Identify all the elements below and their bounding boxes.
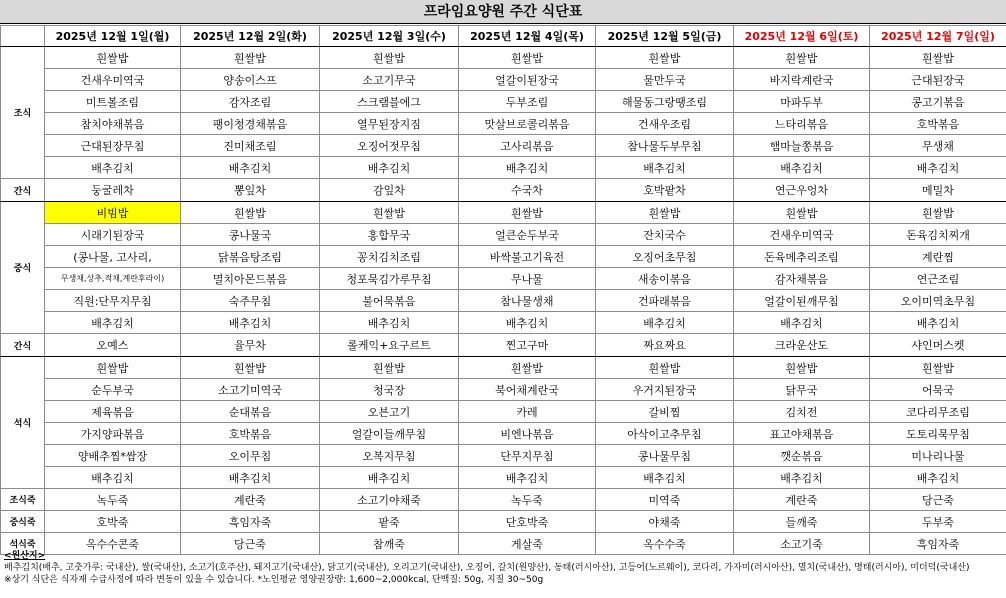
menu-item: 열무된장지짐 (320, 113, 459, 135)
snack-item: 짜요짜요 (596, 334, 734, 357)
menu-item: 얼갈이들깨무침 (320, 423, 459, 445)
menu-item: 숙주무침 (181, 290, 320, 312)
menu-item: 배추김치 (320, 312, 459, 334)
snack-item: 샤인머스켓 (870, 334, 1006, 357)
menu-item: 느타리볶음 (734, 113, 870, 135)
menu-item: 닭볶음탕조림 (181, 246, 320, 268)
menu-item: 코다리무조림 (870, 401, 1006, 423)
menu-item: 콩고기볶음 (870, 91, 1006, 113)
breakfast-row (1, 157, 1006, 179)
menu-item: 맛살브로콜리볶음 (459, 113, 596, 135)
menu-item: 무나물 (459, 268, 596, 290)
menu-item: 무생채,상추,적채,계란후라이) (45, 268, 181, 290)
menu-item: 청포묵김가루무침 (320, 268, 459, 290)
menu-item: 오븐고기 (320, 401, 459, 423)
menu-item: 갈비찜 (596, 401, 734, 423)
menu-item: 흰쌀밥 (596, 47, 734, 69)
menu-item: 배추김치 (596, 312, 734, 334)
porridge-item: 녹두죽 (459, 489, 596, 511)
menu-item: 배추김치 (181, 312, 320, 334)
menu-item: 닭무국 (734, 379, 870, 401)
menu-item: 아삭이고추무침 (596, 423, 734, 445)
menu-item: 흰쌀밥 (596, 202, 734, 224)
menu-item: 미트볼조림 (45, 91, 181, 113)
origin-text: 배추김치(배추, 고춧가루: 국내산), 쌀(국내산), 소고기(호주산), 돼지고기(국내산), 닭고기(국내산), 오리고기(국내산), 오징어, 갈치(원양산), 동태(러시아산), 고등어(노르웨이), 코다리, 가자미(러시아산), 멸치(국내산), 명태(러시아), 미더덕(국내산) (4, 563, 970, 573)
breakfast-row (1, 47, 1006, 69)
breakfast-label: 조식 (1, 47, 45, 179)
menu-item: 진미채조림 (181, 135, 320, 157)
lunch-row (1, 268, 1006, 290)
menu-item: 오징어젓무침 (320, 135, 459, 157)
porridge-item: 미역죽 (596, 489, 734, 511)
menu-item: 흰쌀밥 (320, 202, 459, 224)
menu-item: 오이미역초무침 (870, 290, 1006, 312)
menu-item: 건새우미역국 (45, 69, 181, 91)
porridge-item: 당근죽 (870, 489, 1006, 511)
menu-item: 참나물생채 (459, 290, 596, 312)
menu-item: 건새우미역국 (734, 224, 870, 246)
menu-item: 새송이볶음 (596, 268, 734, 290)
menu-item: 흰쌀밥 (734, 47, 870, 69)
lunch-row (1, 202, 1006, 224)
menu-item: 흰쌀밥 (320, 47, 459, 69)
menu-item: 계란찜 (870, 246, 1006, 268)
menu-item: 소고기미역국 (181, 379, 320, 401)
day-header: 2025년 12월 1일(월) (45, 26, 181, 47)
porridge-label: 석식죽 (1, 533, 45, 555)
snack-row (1, 179, 1006, 202)
dinner-row (1, 467, 1006, 489)
lunch-row (1, 312, 1006, 334)
day-header-row (1, 26, 1006, 47)
menu-item: 가지양파볶음 (45, 423, 181, 445)
page-title: 프라임요양원 주간 식단표 (0, 0, 1006, 24)
menu-item: 배추김치 (870, 157, 1006, 179)
menu-item: 건파래볶음 (596, 290, 734, 312)
menu-item: 도토리묵무침 (870, 423, 1006, 445)
menu-item: 배추김치 (320, 157, 459, 179)
menu-item: 흰쌀밥 (870, 202, 1006, 224)
menu-item: 콩나물국 (181, 224, 320, 246)
lunch-label: 중식 (1, 202, 45, 334)
porridge-item: 계란죽 (181, 489, 320, 511)
day-header: 2025년 12월 4일(목) (459, 26, 596, 47)
menu-item: 배추김치 (596, 467, 734, 489)
menu-item: 멸치아몬드볶음 (181, 268, 320, 290)
lunch-row (1, 290, 1006, 312)
porridge-item: 흑임자죽 (181, 511, 320, 533)
porridge-item: 소고기야채죽 (320, 489, 459, 511)
breakfast-row (1, 135, 1006, 157)
dinner-row (1, 401, 1006, 423)
menu-item: 김치전 (734, 401, 870, 423)
menu-item: 돈육김치찌개 (870, 224, 1006, 246)
breakfast-row (1, 91, 1006, 113)
porridge-item: 두부죽 (870, 511, 1006, 533)
menu-item: 호박볶음 (181, 423, 320, 445)
menu-item: 배추김치 (734, 312, 870, 334)
porridge-row (1, 489, 1006, 511)
porridge-label: 중식죽 (1, 511, 45, 533)
lunch-row (1, 246, 1006, 268)
menu-item: 얼큰순두부국 (459, 224, 596, 246)
menu-item: 돈육메추리조림 (734, 246, 870, 268)
porridge-item: 단호박죽 (459, 511, 596, 533)
menu-item: 제육볶음 (45, 401, 181, 423)
menu-item: 깻순볶음 (734, 445, 870, 467)
menu-item: 미나리나물 (870, 445, 1006, 467)
menu-item: 콩나물무침 (596, 445, 734, 467)
menu-item: 단무지무침 (459, 445, 596, 467)
menu-item: 어묵국 (870, 379, 1006, 401)
menu-item: 팽이청경채볶음 (181, 113, 320, 135)
menu-item: 북어채계란국 (459, 379, 596, 401)
menu-item: 표고야채볶음 (734, 423, 870, 445)
menu-item: 무생채 (870, 135, 1006, 157)
menu-item: 배추김치 (734, 157, 870, 179)
origin-heading: <원산지> (4, 551, 46, 561)
menu-item: 흰쌀밥 (45, 47, 181, 69)
menu-item: 직원:단무지무침 (45, 290, 181, 312)
breakfast-row (1, 69, 1006, 91)
porridge-item: 옥수수죽 (596, 533, 734, 555)
snack-row (1, 334, 1006, 357)
snack-item: 메밀차 (870, 179, 1006, 202)
porridge-item: 호박죽 (45, 511, 181, 533)
menu-item: 배추김치 (459, 312, 596, 334)
menu-item: 배추김치 (459, 157, 596, 179)
snack-item: 감잎차 (320, 179, 459, 202)
porridge-row (1, 511, 1006, 533)
menu-item: 얼갈이된장국 (459, 69, 596, 91)
menu-item: 흰쌀밥 (734, 202, 870, 224)
menu-item: 호박볶음 (870, 113, 1006, 135)
dinner-row (1, 445, 1006, 467)
porridge-item: 소고기죽 (734, 533, 870, 555)
menu-item: 시래기된장국 (45, 224, 181, 246)
menu-item: 근대된장국 (870, 69, 1006, 91)
menu-item: 오이무침 (181, 445, 320, 467)
menu-item: 두부조림 (459, 91, 596, 113)
menu-item: 흰쌀밥 (596, 357, 734, 379)
menu-item: 건새우조림 (596, 113, 734, 135)
lunch-row (1, 224, 1006, 246)
dinner-row (1, 357, 1006, 379)
menu-item: 비엔나볶음 (459, 423, 596, 445)
day-header: 2025년 12월 3일(수) (320, 26, 459, 47)
menu-item: 흰쌀밥 (45, 357, 181, 379)
day-header-weekend: 2025년 12월 7일(일) (870, 26, 1006, 47)
menu-item: 순두부국 (45, 379, 181, 401)
menu-item: 고사리볶음 (459, 135, 596, 157)
menu-item: 배추김치 (181, 157, 320, 179)
menu-item: 참치야채볶음 (45, 113, 181, 135)
menu-item: 홍합무국 (320, 224, 459, 246)
porridge-item: 당근죽 (181, 533, 320, 555)
menu-item: 흰쌀밥 (320, 357, 459, 379)
day-header: 2025년 12월 2일(화) (181, 26, 320, 47)
snack-item: 크라운산도 (734, 334, 870, 357)
menu-item: 흰쌀밥 (181, 202, 320, 224)
snack-item: 뽕잎차 (181, 179, 320, 202)
porridge-item: 팥죽 (320, 511, 459, 533)
menu-item: 오징어초무침 (596, 246, 734, 268)
dinner-row (1, 379, 1006, 401)
snack-item: 호박팥차 (596, 179, 734, 202)
menu-item: 감자채볶음 (734, 268, 870, 290)
menu-item: 잔치국수 (596, 224, 734, 246)
menu-item: (콩나물, 고사리, (45, 246, 181, 268)
snack-item: 수국차 (459, 179, 596, 202)
menu-item: 배추김치 (45, 467, 181, 489)
menu-item: 배추김치 (320, 467, 459, 489)
snack-item: 롤케익+요구르트 (320, 334, 459, 357)
day-header-weekend: 2025년 12월 6일(토) (734, 26, 870, 47)
porridge-item: 야채죽 (596, 511, 734, 533)
menu-item: 비빔밥 (45, 202, 181, 224)
porridge-item: 흑임자죽 (870, 533, 1006, 555)
menu-item: 근대된장무침 (45, 135, 181, 157)
menu-item: 흰쌀밥 (459, 47, 596, 69)
menu-item: 바지락계란국 (734, 69, 870, 91)
menu-item: 배추김치 (181, 467, 320, 489)
footer-note: ※상기 식단은 식자재 수급사정에 따라 변동이 있을 수 있습니다. *노인평균 영양권장량: 1,600~2,000kcal, 단백질: 50g, 지질 30~50g (4, 575, 544, 585)
menu-item: 흰쌀밥 (181, 47, 320, 69)
menu-item: 배추김치 (870, 467, 1006, 489)
menu-item: 꽁치김치조림 (320, 246, 459, 268)
day-header: 2025년 12월 5일(금) (596, 26, 734, 47)
menu-item: 카레 (459, 401, 596, 423)
menu-item: 참나물두부무침 (596, 135, 734, 157)
menu-item: 물만두국 (596, 69, 734, 91)
porridge-item: 들깨죽 (734, 511, 870, 533)
menu-body (1, 47, 1006, 555)
porridge-label: 조식죽 (1, 489, 45, 511)
menu-item: 바싹불고기육전 (459, 246, 596, 268)
menu-item: 흰쌀밥 (459, 357, 596, 379)
menu-item: 얼갈이된깨무침 (734, 290, 870, 312)
snack-item: 연근우엉차 (734, 179, 870, 202)
porridge-item: 게살죽 (459, 533, 596, 555)
menu-item: 흰쌀밥 (459, 202, 596, 224)
menu-item: 배추김치 (734, 467, 870, 489)
menu-item: 배추김치 (45, 157, 181, 179)
menu-item: 흰쌀밥 (870, 47, 1006, 69)
snack-label: 간식 (1, 179, 45, 202)
menu-item: 배추김치 (459, 467, 596, 489)
snack-item: 둥굴레차 (45, 179, 181, 202)
menu-item: 흰쌀밥 (870, 357, 1006, 379)
snack-item: 율무차 (181, 334, 320, 357)
porridge-item: 계란죽 (734, 489, 870, 511)
menu-item: 마파두부 (734, 91, 870, 113)
dinner-row (1, 423, 1006, 445)
menu-item: 스크램블에그 (320, 91, 459, 113)
menu-item: 연근조림 (870, 268, 1006, 290)
notes (4, 550, 1004, 586)
menu-item: 순대볶음 (181, 401, 320, 423)
menu-item: 소고기무국 (320, 69, 459, 91)
porridge-item: 옥수수콘죽 (45, 533, 181, 555)
menu-item: 배추김치 (870, 312, 1006, 334)
menu-item: 감자조림 (181, 91, 320, 113)
corner-cell (1, 26, 45, 47)
porridge-item: 참깨죽 (320, 533, 459, 555)
snack-item: 찐고구마 (459, 334, 596, 357)
weekly-menu-table (0, 25, 1006, 555)
menu-item: 양배추찜*쌈장 (45, 445, 181, 467)
snack-item: 오예스 (45, 334, 181, 357)
porridge-item: 녹두죽 (45, 489, 181, 511)
menu-item: 우거지된장국 (596, 379, 734, 401)
snack-label: 간식 (1, 334, 45, 357)
menu-item: 흰쌀밥 (181, 357, 320, 379)
menu-item: 햄마늘쫑볶음 (734, 135, 870, 157)
menu-item: 청국장 (320, 379, 459, 401)
breakfast-row (1, 113, 1006, 135)
dinner-label: 석식 (1, 357, 45, 489)
menu-item: 배추김치 (596, 157, 734, 179)
menu-item: 오복지무침 (320, 445, 459, 467)
menu-item: 양송이스프 (181, 69, 320, 91)
menu-item: 흰쌀밥 (734, 357, 870, 379)
menu-item: 배추김치 (45, 312, 181, 334)
menu-item: 해물동그랑땡조림 (596, 91, 734, 113)
menu-item: 불어묵볶음 (320, 290, 459, 312)
